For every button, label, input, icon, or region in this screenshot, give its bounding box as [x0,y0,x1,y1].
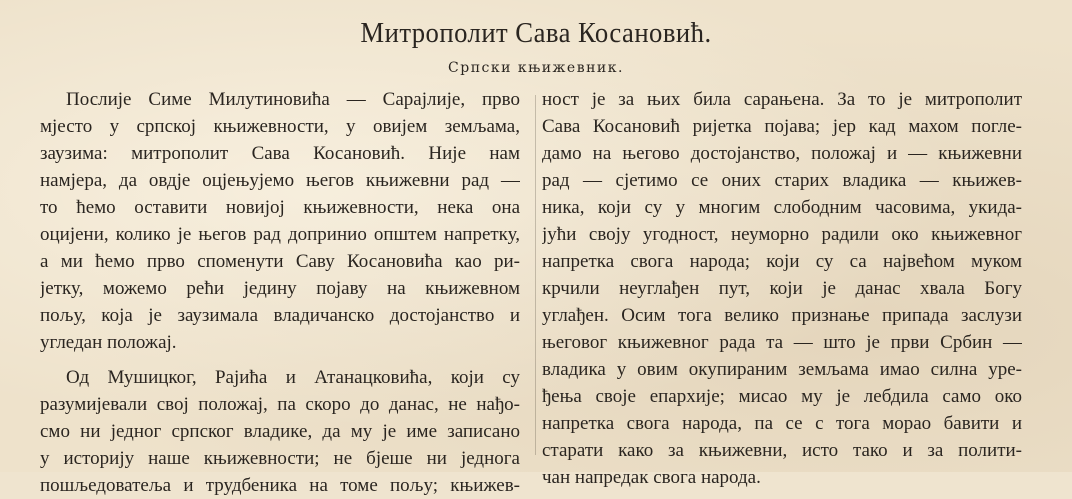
text-line: намјера, да овдје оцјењујемо његов књижевни рад — [40,170,520,191]
text-line: пољу, која је заузимала владичанско достојанство и [40,305,520,326]
text-line: оцијени, колико је његов рад допринио општем напретку, [40,224,520,245]
text-line: ност је за њих била сарањена. За то је митрополит [542,89,1022,110]
text-line: јући своју угодност, неуморно радили око књижевног [542,224,1022,245]
paragraph-gap [40,356,520,364]
text-line: ника, који су у многим слободним часовима, укида- [542,197,1022,218]
text-line: Послије Симе Милутиновића — Сарајлије, прво [66,89,520,110]
text-line: смо ни једног српског владике, да му је име записано [40,421,520,442]
article-title: Митрополит Сава Косановић. [360,17,712,49]
column-divider [535,95,536,455]
text-line: чан напредак свога народа. [542,467,761,488]
right-text-column [542,86,1022,491]
text-line: Од Мушицког, Рајића и Атанацковића, који су [66,367,520,388]
text-line: заузима: митрополит Сава Косановић. Није нам [40,143,520,164]
text-line: угледан положај. [40,332,177,353]
text-line: напретка свога народа, па се с тога морао бавити и [542,413,1022,434]
text-line: дамо на његово достојанство, положај и — књижевни [542,143,1022,164]
text-line: мјесто у српској књижевности, у овијем земљама, [40,116,520,137]
text-line: јетку, можемо рећи јединy појаву на књижевном [40,278,520,299]
article-subtitle: Српски књижевник. [448,60,624,76]
left-text-column [40,86,520,499]
text-line: његовог књижевног рада та — што је први Србин — [542,332,1022,353]
text-line: то ћемо оставити новијој књижевности, нека она [40,197,520,218]
text-line: ђења своје епархије; мисао му је лебдила само око [542,386,1022,407]
text-line: Сава Косановић ријетка појава; јер кад махом погле- [542,116,1022,137]
text-line: владика у овим окупираним земљама имао силна уре- [542,359,1022,380]
text-line: у историју наше књижевности; не бјеше ни једнога [40,448,520,469]
text-line: крчили неуглађен пут, који је данас хвала Богу [542,278,1022,299]
text-line: углађен. Осим тога велико признање припада заслузи [542,305,1022,326]
text-line: напретка свога народа; који су са највећом муком [542,251,1022,272]
text-line: пошљедоватеља и трудбеника на томе пољу; књижев- [40,475,520,496]
text-line: старати како за књижевни, исто тако и за полити- [542,440,1022,461]
text-line: рад — сјетимо се оних старих владика — књижев- [542,170,1022,191]
text-line: разумијевали свој положај, па скоро до данас, не нађо- [40,394,520,415]
text-line: а ми ћемо прво споменути Саву Косановића као ри- [40,251,520,272]
